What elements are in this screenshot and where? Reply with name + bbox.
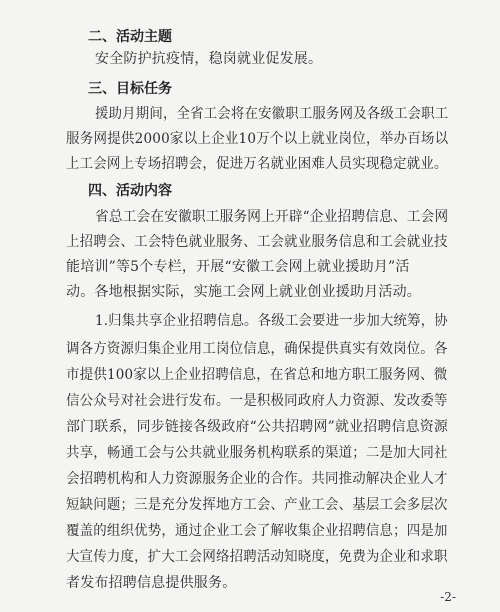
page-number: -2-: [440, 590, 456, 604]
paragraph-line: 1.归集共享企业招聘信息。各级工会要进一步加大统筹，协: [95, 313, 448, 329]
paragraph-line: 会招聘机构和人力资源服务企业的合作。共同推动解决企业人才: [66, 471, 448, 487]
section-heading-goals: 三、目标任务: [88, 81, 172, 97]
paragraph-line: 调各方资源归集企业用工岗位信息，确保提供真实有效岗位。各: [66, 341, 448, 357]
paragraph-line: 上招聘会、工会特色就业服务、工会就业服务信息和工会就业技: [66, 234, 448, 250]
paragraph-line: 援助月期间，全省工会将在安徽职工服务网及各级工会职工: [95, 106, 449, 122]
paragraph-line: 短缺问题；三是充分发挥地方工会、产业工会、基层工会多层次: [66, 497, 448, 513]
paragraph-line: 市提供100家以上企业招聘信息，在省总和地方职工服务网、微: [66, 367, 448, 383]
paragraph-line: 服务网提供2000家以上企业10万个以上就业岗位，举办百场以: [66, 131, 449, 147]
paragraph-line: 者发布招聘信息提供服务。: [66, 575, 237, 591]
paragraph-line: 部门联系，同步链接各级政府“公共招聘网”就业招聘信息资源: [66, 419, 449, 435]
paragraph-line: 大宣传力度，扩大工会网络招聘活动知晓度，免费为企业和求职: [66, 549, 448, 565]
section-heading-theme: 二、活动主题: [88, 29, 172, 45]
section-heading-content: 四、活动内容: [88, 183, 172, 199]
paragraph-line: 共享，畅通工会与公共就业服务机构联系的渠道；二是加大同社: [66, 445, 448, 461]
paragraph-line: 动。各地根据实际，实施工会网上就业创业援助月活动。: [66, 284, 421, 300]
paragraph-line: 覆盖的组织优势，通过企业工会了解收集企业招聘信息；四是加: [66, 523, 448, 539]
theme-text: 安全防护抗疫情，稳岗就业促发展。: [95, 51, 323, 67]
paragraph-line: 能培训”等5个专栏，开展“安徽工会网上就业援助月”活: [66, 259, 410, 275]
paragraph-line: 上工会网上专场招聘会，促进万名就业困难人员实现稳定就业。: [66, 156, 448, 172]
paragraph-line: 省总工会在安徽职工服务网上开辟“企业招聘信息、工会网: [95, 209, 449, 225]
paragraph-line: 信公众号对社会进行发布。一是积极同政府人力资源、发改委等: [66, 393, 448, 409]
